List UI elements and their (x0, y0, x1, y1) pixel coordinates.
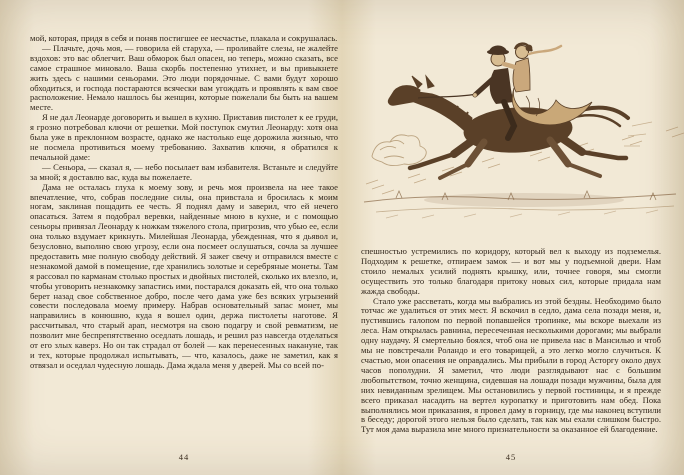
rider-lady (504, 44, 592, 125)
paragraph: Дама не осталась глуха к моему зову, и речь моя произвела на нее такое впечатление, что, собрав последние силы, она привстала и бросилась к моим ногам, заклиная пощадить ее честь. Я поднял даму и заверил, что ей нечего опасаться. Затем я подобрал веревки, найденные мною в кухне, и с помощью сеньоры привязал Леонарду к ножкам тяжелого стола, пригрозив, что убью ее, если она только вздумает крикнуть. Милейшая Леонарда, убежденная, что я дьявол и, безусловно, выполню свою угрозу, если она посмеет ослушаться, сочла за лучшее предоставить мне полную свободу действий. Я зажег свечу и отправился вместе с незнакомой дамой в помещение, где хранились золотые и серебряные монеты. Там я рассовал по карманам столько простых и двойных пистолей, сколько их влезло, и, чтобы уговорить незнакомку запастись ими, постарался доказать ей, что она только берет назад свое собственное добро, после чего дама уже без всяких угрызений совести последовала моему примеру. Набрав основательный запас монет, мы направились в конюшню, куда я вошел один, держа пистолеты наготове. Я рассчитывал, что старый арап, несмотря на свою подагру и свой ревматизм, не позволит мне беспрепятственно оседлать лошадь, и решил раз навсегда отделаться от его злых каверз. Но он так страдал от болей — как перенесенных накануне, так и тех, которые продолжал испытывать, — что, казалось, даже не заметил, как я отвязал и оседлал чудесную лошадь. Дама ждала меня у дверей. Мы со всей по- (30, 181, 338, 370)
paragraph: — Сеньора, — сказал я, — небо посылает вам избавителя. Встаньте и следуйте за мной; я доставлю вас, куда вы пожелаете. (30, 161, 338, 182)
paragraph: Стало уже рассветать, когда мы выбрались из этой бездны. Необходимо было тотчас же удалиться от этих мест. Я вскочил в седло, дама села позади меня, и, пустившись галопом по первой попавшейся тропинке, мы вскоре выехали из леса. Нам открылась равнина, пересеченная несколькими дорогами; мы выбрали одну наудачу. Я смертельно боялся, чтоб она не привела нас в Мансилью и чтоб мы не повстречали Роландо и его товарищей, а это легко могло случиться. К счастью, мои опасения не оправдались. Мы прибыли в город Асторгу около двух часов пополудни. Я заметил, что люди разглядывают нас с большим любопытством, точно женщина, сидевшая на лошади позади мужчины, была для них невиданным зрелищем. Мы остановились у первой гостиницы, и я прежде всего приказал насадить на вертел куропатку и приготовить нам обед. Пока выполнялись мои приказания, я провел даму в горницу, где мы наконец вступили в беседу; дорогой этого нельзя было сделать, так как мы ехали слишком быстро. Тут моя дама выразила мне много признательности за оказанное ей благодеяние. (361, 295, 661, 435)
right-page-text-column (361, 247, 661, 435)
left-page-text-column (30, 34, 338, 371)
paragraph: — Плачьте, дочь моя, — говорила ей старуха, — проливайте слезы, не жалейте вздохов: это вас облегчит. Ваш обморок был опасен, но теперь, можно сказать, все самое страшное миновало. Ваша скорбь постепенно утихнет, и вы привыкнете жить здесь с нашими сеньорами. Это люди порядочные. С вами будут хорошо обходиться, и господа постараются всячески вам угождать и проявлять к вам свое расположение. Немало нашлось бы женщин, которые пожелали бы быть на вашем месте. (30, 42, 338, 113)
page-number-right: 45 (505, 452, 517, 462)
paragraph: Я не дал Леонарде договорить и вышел в кухню. Приставив пистолет к ее груди, я грозно потребовал ключи от решетки. Мой поступок смутил Леонарду: хотя она была уже в преклонном возрасте, однако же настолько еще дорожила жизнью, что не посмела противиться моему требованию. Захватив ключи, я обратился к печальной даме: (30, 112, 338, 162)
paragraph: спешностью устремились по коридору, который вел к выходу из подземелья. Подходим к решетке, отпираем замок — и вот мы у подъемной двери. Нам стоило немалых усилий поднять крышку, или, точнее говоря, мы смогли осуществить это только благодаря притоку новых сил, которые придала нам жажда свободы. (361, 246, 661, 296)
paragraph: мой, которая, придя в себя и поняв постигшее ее несчастье, плакала и сокрушалась. (30, 33, 338, 43)
horse-shadow (424, 193, 624, 207)
horseback-riders-illustration (356, 6, 684, 238)
page-number-left: 44 (178, 452, 190, 462)
engraving-horse-illustration-svg (356, 6, 684, 238)
bush-sketch (372, 135, 426, 166)
